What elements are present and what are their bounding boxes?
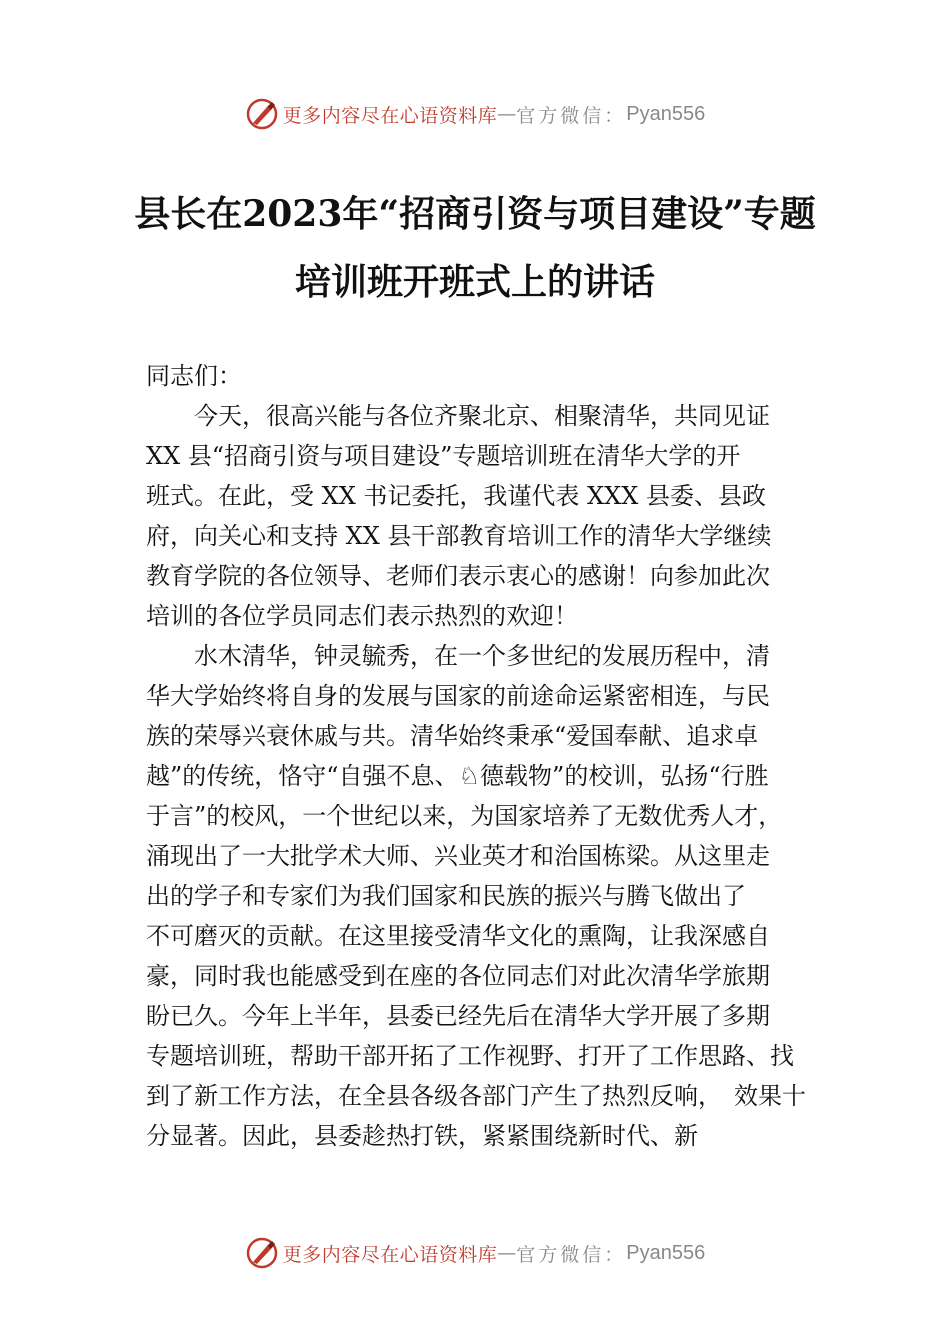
- body-line: 教育学院的各位领导、老师们表示衷心的感谢！向参加此次: [146, 562, 770, 590]
- body-line: 到了新工作方法，在全县各级各部门产生了热烈反响， 效果十: [146, 1082, 806, 1110]
- body-line: 分显著。因此，县委趁热打铁，紧紧围绕新时代、新: [146, 1122, 698, 1150]
- brush-logo-icon: [245, 1236, 279, 1270]
- watermark-wechat-id: Pyan556: [626, 1241, 706, 1264]
- body-line: 培训的各位学员同志们表示热烈的欢迎！: [146, 602, 578, 630]
- watermark-wechat-label: 官方微信：: [516, 104, 627, 127]
- footer-watermark: [0, 1233, 950, 1273]
- body-line: 于言”的校风，一个世纪以来，为国家培养了无数优秀人才，: [146, 802, 783, 830]
- salutation-text: 同志们：: [146, 362, 242, 390]
- watermark-separator: —: [497, 103, 517, 125]
- body-line: 今天，很高兴能与各位齐聚北京、相聚清华，共同见证: [146, 402, 770, 430]
- body-line: 盼已久。今年上半年，县委已经先后在清华大学开展了多期: [146, 1002, 770, 1030]
- body-line: 专题培训班，帮助干部开拓了工作视野、打开了工作思路、找: [146, 1042, 794, 1070]
- speech-body: [146, 396, 826, 1156]
- brush-logo-icon: [245, 97, 279, 131]
- watermark-separator: —: [497, 1242, 517, 1264]
- body-line: XX 县“招商引资与项目建设”专题培训班在清华大学的开: [146, 442, 741, 470]
- body-line: 涌现出了一大批学术大师、兴业英才和治国栋梁。从这里走: [146, 842, 770, 870]
- document-title-line-1: 县长在2023年“招商引资与项目建设”专题: [134, 193, 816, 235]
- body-line: 华大学始终将自身的发展与国家的前途命运紧密相连，与民: [146, 682, 770, 710]
- body-line: 不可磨灭的贡献。在这里接受清华文化的熏陶，让我深感自: [146, 922, 770, 950]
- watermark-brand: 更多内容尽在心语资料库: [282, 104, 498, 127]
- body-line: 水木清华，钟灵毓秀，在一个多世纪的发展历程中，清: [146, 642, 770, 670]
- body-line: 府，向关心和支持 XX 县干部教育培训工作的清华大学继续: [146, 522, 772, 550]
- body-line: 豪，同时我也能感受到在座的各位同志们对此次清华学旅期: [146, 962, 770, 990]
- watermark-wechat-label: 官方微信：: [516, 1243, 627, 1266]
- salutation: [146, 356, 826, 396]
- body-line: 越”的传统，恪守“自强不息、♘德载物”的校训，弘扬“行胜: [146, 762, 769, 790]
- document-title-line-2: 培训班开班式上的讲话: [294, 261, 655, 303]
- body-line: 出的学子和专家们为我们国家和民族的振兴与腾飞做出了: [146, 882, 746, 910]
- header-watermark: [0, 94, 950, 134]
- watermark-brand: 更多内容尽在心语资料库: [282, 1243, 498, 1266]
- body-line: 族的荣辱兴衰休戚与共。清华始终秉承“爱国奉献、追求卓: [146, 722, 759, 750]
- watermark-wechat-id: Pyan556: [626, 102, 706, 125]
- body-line: 班式。在此，受 XX 书记委托，我谨代表 XXX 县委、县政: [146, 482, 766, 510]
